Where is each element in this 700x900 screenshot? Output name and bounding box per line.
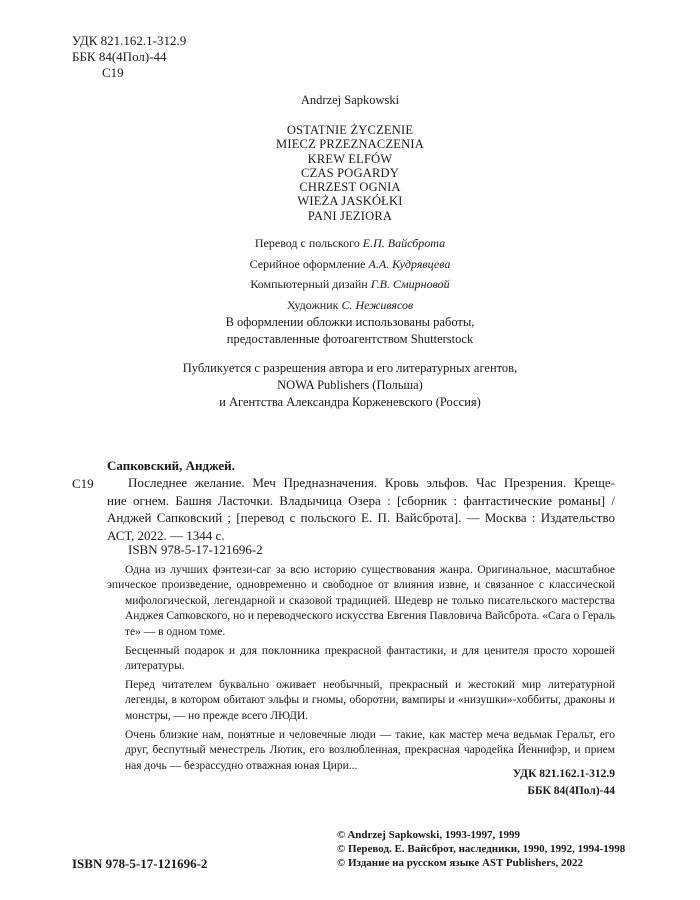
bib-cutter: С19	[72, 476, 94, 491]
bbk-code-bottom: ББК 84(4Пол)-44	[527, 785, 615, 797]
cover-note-line: предоставленные фотоагентством Shutterstock	[226, 332, 474, 346]
credit-line: Компьютерный дизайн Г.В. Смирновой	[250, 277, 450, 291]
original-title: MIECZ PRZEZNACZENIA	[276, 137, 424, 152]
credit-line: Перевод с польского Е.П. Вайсброта	[254, 236, 446, 250]
original-title: WIEŻA JASKÓŁKI	[297, 194, 403, 209]
credit-line: Художник С. Неживясов	[286, 297, 414, 312]
bib-description	[107, 474, 615, 544]
annotation-paragraph: Бесценный подарок и для поклонника прекрасной фантастики, и для ценителя просто хорошей литературы.	[125, 644, 615, 673]
isbn-bottom: ISBN 978-5-17-121696-2	[72, 856, 208, 871]
bib-line: ние огнем. Башня Ласточки. Владычица Озера : [сборник : фантастические романы] /	[107, 492, 615, 508]
bib-heading: Сапковский, Анджей.	[107, 458, 235, 473]
original-title: CZAS POGARDY	[301, 165, 399, 180]
annotation-paragraph: Очень близкие нам, понятные и человечные люди — такие, как мастер меча ведьмак Геральт, его друг, беспутный менестрель Лютик, его возлюбленная, прекрасная чародейка Йеннифэр, и прием ная дочь — безрассудно отважная юная Цири...	[125, 728, 615, 772]
copyright-line: © Издание на русском языке AST Publishers, 2022	[337, 857, 583, 869]
cover-note	[0, 314, 700, 348]
copyright-line: © Перевод. Е. Вайсброт, наследники, 1990, 1992, 1994-1998	[337, 843, 626, 855]
rights-note-line: Публикуется с разрешения автора и его литературных агентов,	[182, 361, 518, 375]
bib-line: АСТ, 2022. — 1344 с.	[107, 527, 225, 543]
original-title: OSTATNIE ŻYCZENIE	[286, 123, 414, 137]
rights-note	[0, 360, 700, 411]
udk-code-bottom: УДК 821.162.1-312.9	[512, 768, 615, 780]
cover-note-line: В оформлении обложки использованы работы,	[225, 315, 475, 329]
original-titles	[0, 123, 700, 223]
bib-line: Анджей Сапковский ; [перевод с польского Е. П. Вайсброта]. — Москва : Издательство	[107, 510, 615, 525]
bbk-code-top: ББК 84(4Пол)-44	[72, 49, 167, 64]
original-title: PANI JEZIORA	[307, 208, 393, 223]
annotation	[107, 563, 615, 778]
credit-line: Серийное оформление А.А. Кудрявцева	[249, 256, 451, 271]
original-title: CHRZEST OGNIA	[299, 180, 401, 195]
annotation-paragraph: Одна из лучших фэнтези-саг за всю историю существования жанра. Оригинальное, масштабное эпическое произведение, одновременно и свободное от влияния извне, и связанное с классической мифологической, легендарной и сказовой традицией. Шедевр не только писательского мастерства Анджея Сапковского, но и переводческого искусства Евгения Павловича Вайсброта. «Сага о Гераль те» — в одном томе.	[107, 564, 615, 638]
rights-note-line: и Агентства Александра Корженевского (Россия)	[219, 395, 481, 409]
annotation-paragraph: Перед читателем буквально оживает необычный, прекрасный и жестокий мир литературной легенды, в котором обитают эльфы и гномы, оборотни, вампиры и «низушки»-хоббиты, драконы и монстры, — но прежде всего ЛЮДИ.	[125, 679, 615, 722]
bib-line: Последнее желание. Меч Предназначения. Кровь эльфов. Час Презрения. Креще-	[128, 475, 615, 490]
bib-isbn: ISBN 978-5-17-121696-2	[128, 542, 263, 557]
cutter-code-top: С19	[102, 65, 124, 80]
rights-note-line: NOWA Publishers (Польша)	[277, 378, 423, 392]
credits	[0, 233, 700, 315]
udk-code-top: УДК 821.162.1-312.9	[72, 33, 187, 48]
original-title: KREW ELFÓW	[307, 151, 393, 166]
original-author: Andrzej Sapkowski	[300, 93, 400, 107]
copyright-line: © Andrzej Sapkowski, 1993-1997, 1999	[337, 829, 521, 841]
